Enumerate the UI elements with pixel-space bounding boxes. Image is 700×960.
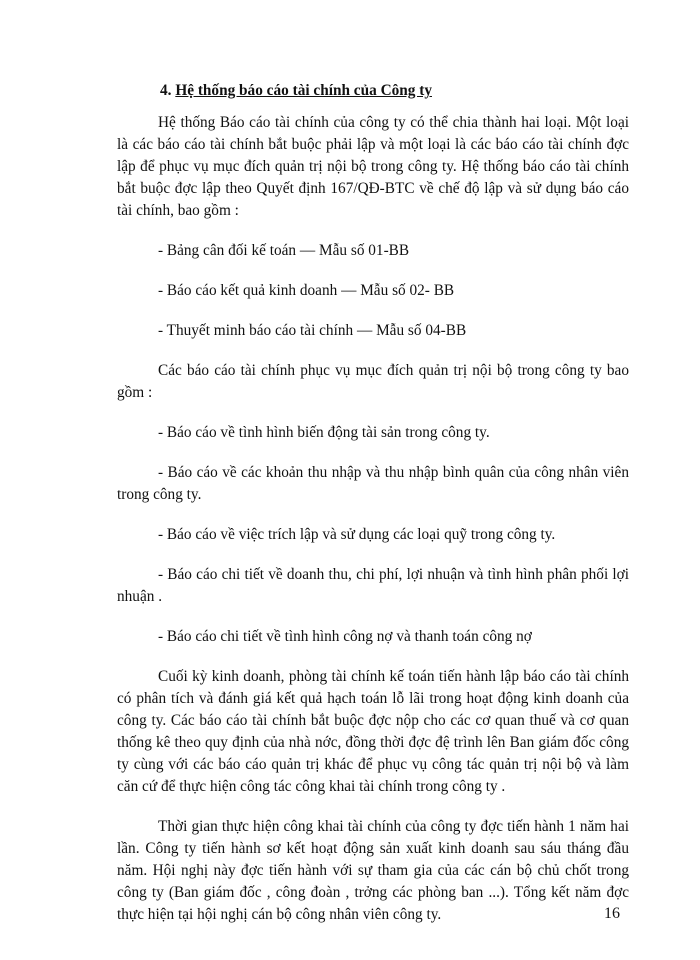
document-body <box>117 82 629 926</box>
list-item: - Báo cáo về tình hình biến động tài sản trong công ty. <box>158 424 490 441</box>
paragraph-internal-reports: Các báo cáo tài chính phục vụ mục đích quản trị nội bộ trong công ty bao gồm : <box>117 362 629 401</box>
page-number: 16 <box>604 905 620 922</box>
paragraph-intro: Hệ thống Báo cáo tài chính của công ty có thể chia thành hai loại. Một loại là các báo cáo tài chính bắt buộc phải lập và một loại là các báo cáo tài chính đợc lập để phục vụ mục đích quản trị nội bộ trong công ty. Hệ thống báo cáo tài chính bắt buộc đợc lập theo Quyết định 167/QĐ-BTC về chế độ lập và sử dụng báo cáo tài chính, bao gồm : <box>117 114 629 219</box>
section-title: Hệ thống báo cáo tài chính của Công ty <box>175 82 432 99</box>
paragraph-year-end: Cuối kỳ kinh doanh, phòng tài chính kế toán tiến hành lập báo cáo tài chính có phân tích và đánh giá kết quả hạch toán lỗ lãi trong hoạt động kinh doanh của công ty. Các báo cáo tài chính bắt buộc đợc nộp cho các cơ quan thuế và cơ quan thống kê theo quy định của nhà nớc, đồng thời đợc đệ trình lên Ban giám đốc công ty cùng với các báo cáo quản trị khác để phục vụ công tác quản trị nội bộ và làm căn cứ để thực hiện công tác công khai tài chính trong công ty . <box>117 668 629 795</box>
list-item: - Thuyết minh báo cáo tài chính — Mẫu số 04-BB <box>158 322 467 339</box>
list-item: - Báo cáo kết quả kinh doanh — Mẫu số 02- BB <box>158 282 455 299</box>
section-number: 4. <box>160 82 172 99</box>
paragraph-disclosure: Thời gian thực hiện công khai tài chính của công ty đợc tiến hành 1 năm hai lần. Công ty tiến hành sơ kết hoạt động sản xuất kinh doanh sau sáu tháng đầu năm. Hội nghị này đợc tiến hành với sự tham gia của các cán bộ chủ chốt trong công ty (Ban giám đốc , công đoàn , trởng các phòng ban ...). Tổng kết năm đợc thực hiện tại hội nghị cán bộ công nhân viên công ty. <box>117 818 629 923</box>
list-item: - Báo cáo chi tiết về doanh thu, chi phí, lợi nhuận và tình hình phân phối lợi nhuận . <box>117 566 629 605</box>
section-heading <box>117 82 629 100</box>
list-item: - Bảng cân đối kế toán — Mẫu số 01-BB <box>158 242 410 259</box>
list-item: - Báo cáo chi tiết về tình hình công nợ và thanh toán công nợ <box>158 628 532 645</box>
list-item: - Báo cáo về việc trích lập và sử dụng các loại quỹ trong công ty. <box>158 526 556 543</box>
list-item: - Báo cáo về các khoản thu nhập và thu nhập bình quân của công nhân viên trong công ty. <box>117 464 629 503</box>
